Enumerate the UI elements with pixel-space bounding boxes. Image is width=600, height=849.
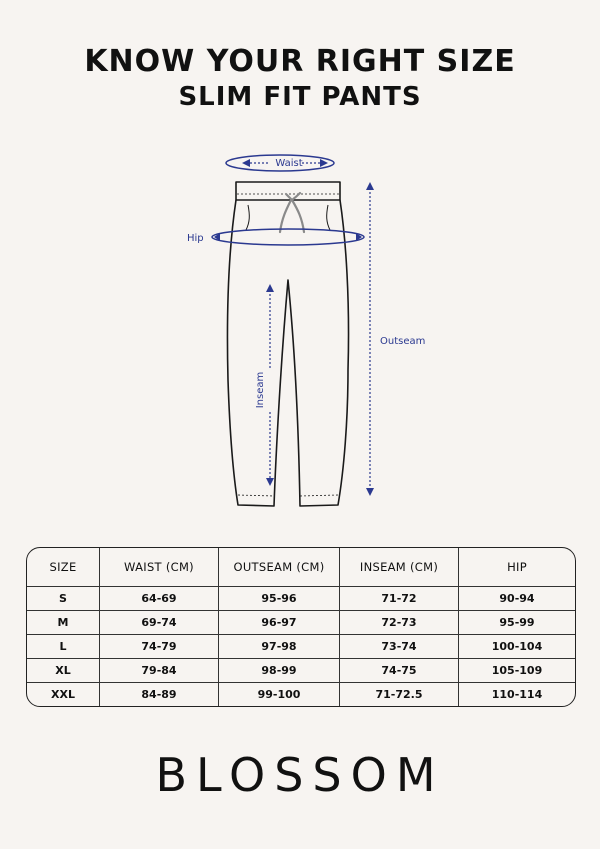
cell-outseam: 97-98 [219, 635, 340, 659]
table-row [27, 659, 575, 683]
cell-waist: 84-89 [100, 683, 219, 707]
cell-size: L [27, 635, 100, 659]
header-waist: WAIST (CM) [100, 548, 219, 587]
cell-hip: 90-94 [459, 587, 576, 611]
outseam-label: Outseam [380, 336, 426, 347]
header-hip: HIP [459, 548, 576, 587]
table-row [27, 611, 575, 635]
cell-hip: 105-109 [459, 659, 576, 683]
header-size: SIZE [27, 548, 100, 587]
cell-outseam: 98-99 [219, 659, 340, 683]
table-row [27, 587, 575, 611]
table-row [27, 683, 575, 707]
cell-outseam: 95-96 [219, 587, 340, 611]
cell-size: S [27, 587, 100, 611]
cell-waist: 64-69 [100, 587, 219, 611]
cell-inseam: 71-72.5 [340, 683, 459, 707]
hip-ellipse [212, 229, 364, 245]
header-inseam: INSEAM (CM) [340, 548, 459, 587]
cell-waist: 69-74 [100, 611, 219, 635]
right-cuff [300, 495, 338, 496]
cell-hip: 100-104 [459, 635, 576, 659]
inseam-label: Inseam [255, 371, 266, 409]
pocket-left [246, 205, 249, 230]
cell-waist: 74-79 [100, 635, 219, 659]
pocket-right [327, 205, 330, 230]
waist-label: Waist [275, 158, 303, 169]
cell-inseam: 74-75 [340, 659, 459, 683]
cell-hip: 95-99 [459, 611, 576, 635]
cell-inseam: 73-74 [340, 635, 459, 659]
cell-size: XXL [27, 683, 100, 707]
cell-inseam: 71-72 [340, 587, 459, 611]
cell-size: M [27, 611, 100, 635]
table-header-row [27, 548, 575, 587]
cell-size: XL [27, 659, 100, 683]
cell-waist: 79-84 [100, 659, 219, 683]
page-title: KNOW YOUR RIGHT SIZE [84, 44, 516, 79]
pants-diagram [0, 140, 600, 520]
pants-body [227, 200, 348, 506]
brand-logo: BLOSSOM [155, 748, 445, 802]
header-outseam: OUTSEAM (CM) [219, 548, 340, 587]
left-cuff [238, 495, 274, 496]
cell-inseam: 72-73 [340, 611, 459, 635]
drawstring [280, 193, 304, 232]
table-row [27, 635, 575, 659]
cell-outseam: 99-100 [219, 683, 340, 707]
hip-label: Hip [187, 233, 204, 244]
page-subtitle: SLIM FIT PANTS [178, 82, 422, 112]
cell-outseam: 96-97 [219, 611, 340, 635]
cell-hip: 110-114 [459, 683, 576, 707]
size-chart-table [26, 547, 576, 707]
